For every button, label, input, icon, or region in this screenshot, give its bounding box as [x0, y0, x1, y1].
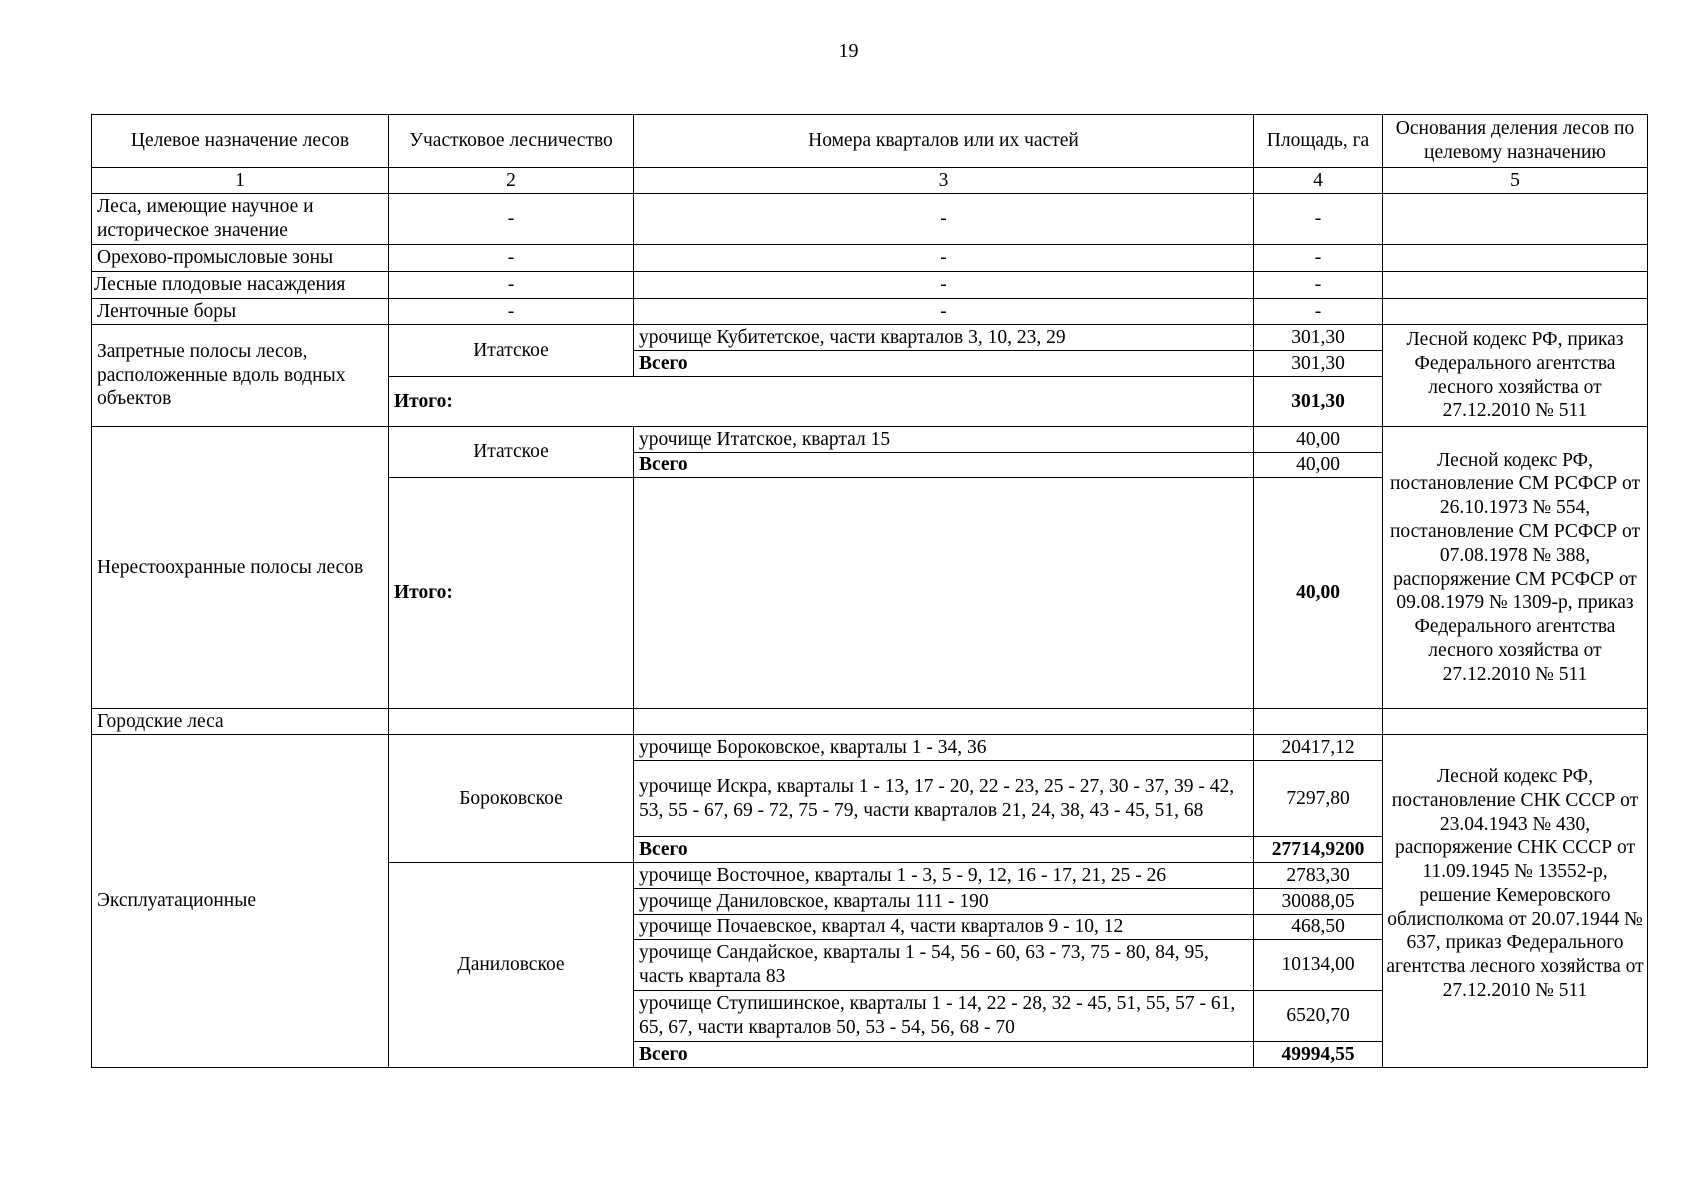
purpose-cell: Орехово-промысловые зоны	[92, 245, 389, 272]
area-cell: -	[1254, 272, 1383, 299]
table-row	[92, 272, 1648, 299]
forestry-cell: Бороковское	[389, 735, 634, 863]
header-row	[92, 115, 1648, 168]
grand-total-area: 301,30	[1254, 377, 1383, 427]
column-number: 3	[634, 168, 1254, 194]
header-purpose: Целевое назначение лесов	[92, 115, 389, 168]
basis-cell	[1383, 272, 1648, 299]
quarters-cell: урочище Бороковское, кварталы 1 - 34, 36	[634, 735, 1254, 761]
subtotal-area: 27714,9200	[1254, 837, 1383, 863]
quarters-cell: урочище Даниловское, кварталы 111 - 190	[634, 889, 1254, 915]
table-row	[92, 194, 1648, 245]
area-cell: 30088,05	[1254, 889, 1383, 915]
forestry-cell	[389, 709, 634, 735]
area-cell: 7297,80	[1254, 761, 1383, 837]
table-row	[92, 325, 1648, 351]
basis-cell	[1383, 709, 1648, 735]
table-row	[92, 427, 1648, 453]
quarters-cell	[634, 478, 1254, 709]
grand-total-area: 40,00	[1254, 478, 1383, 709]
forestry-cell: -	[389, 245, 634, 272]
quarters-cell: урочище Почаевское, квартал 4, части кварталов 9 - 10, 12	[634, 915, 1254, 940]
purpose-cell: Эксплуатационные	[92, 735, 389, 1068]
forest-purpose-table	[91, 114, 1648, 1068]
purpose-cell: Нерестоохранные полосы лесов	[92, 427, 389, 709]
subtotal-label: Всего	[634, 837, 1254, 863]
forestry-cell: -	[389, 272, 634, 299]
forestry-cell: Итатское	[389, 325, 634, 377]
subtotal-area: 40,00	[1254, 453, 1383, 478]
quarters-cell: урочище Искра, кварталы 1 - 13, 17 - 20, 22 - 23, 25 - 27, 30 - 37, 39 - 42, 53, 55 - 67, 69 - 72, 75 - 79, части кварталов 21, 24, 38, 43 - 45, 51, 68	[634, 761, 1254, 837]
quarters-cell: -	[634, 299, 1254, 325]
table-row	[92, 299, 1648, 325]
area-cell	[1254, 709, 1383, 735]
area-cell: 301,30	[1254, 325, 1383, 351]
quarters-cell: урочище Кубитетское, части кварталов 3, 10, 23, 29	[634, 325, 1254, 351]
area-cell: 468,50	[1254, 915, 1383, 940]
column-number-row	[92, 168, 1648, 194]
area-cell: 40,00	[1254, 427, 1383, 453]
table-row	[92, 245, 1648, 272]
area-cell: -	[1254, 245, 1383, 272]
quarters-cell: урочище Ступишинское, кварталы 1 - 14, 22 - 28, 32 - 45, 51, 55, 57 - 61, 65, 67, части кварталов 50, 53 - 54, 56, 68 - 70	[634, 991, 1254, 1042]
subtotal-area: 49994,55	[1254, 1042, 1383, 1068]
purpose-cell: Леса, имеющие научное и историческое значение	[92, 194, 389, 245]
basis-cell	[1383, 194, 1648, 245]
quarters-cell: -	[634, 272, 1254, 299]
purpose-cell: Запретные полосы лесов, расположенные вдоль водных объектов	[92, 325, 389, 427]
column-number: 5	[1383, 168, 1648, 194]
subtotal-label: Всего	[634, 1042, 1254, 1068]
quarters-cell: -	[634, 245, 1254, 272]
table-row	[92, 709, 1648, 735]
basis-cell: Лесной кодекс РФ, постановление СМ РСФСР от 26.10.1973 № 554, постановление СМ РСФСР от 07.08.1978 № 388, распоряжение СМ РСФСР от 09.08.1979 № 1309-р, приказ Федерального агентства лесного хозяйства от 27.12.2010 № 511	[1383, 427, 1648, 709]
basis-cell: Лесной кодекс РФ, приказ Федерального агентства лесного хозяйства от 27.12.2010 № 511	[1383, 325, 1648, 427]
quarters-cell: урочище Сандайское, кварталы 1 - 54, 56 - 60, 63 - 73, 75 - 80, 84, 95, часть квартала 83	[634, 940, 1254, 991]
forestry-cell: Итатское	[389, 427, 634, 478]
header-forestry: Участковое лесничество	[389, 115, 634, 168]
subtotal-label: Всего	[634, 351, 1254, 377]
area-cell: 20417,12	[1254, 735, 1383, 761]
column-number: 2	[389, 168, 634, 194]
forestry-cell: Даниловское	[389, 863, 634, 1068]
quarters-cell: -	[634, 194, 1254, 245]
subtotal-label: Всего	[634, 453, 1254, 478]
basis-cell	[1383, 299, 1648, 325]
quarters-cell: урочище Восточное, кварталы 1 - 3, 5 - 9, 12, 16 - 17, 21, 25 - 26	[634, 863, 1254, 889]
purpose-cell: Городские леса	[92, 709, 389, 735]
header-quarters: Номера кварталов или их частей	[634, 115, 1254, 168]
forestry-cell: -	[389, 194, 634, 245]
subtotal-area: 301,30	[1254, 351, 1383, 377]
header-area: Площадь, га	[1254, 115, 1383, 168]
area-cell: 2783,30	[1254, 863, 1383, 889]
area-cell: 6520,70	[1254, 991, 1383, 1042]
table-row	[92, 735, 1648, 761]
purpose-cell: Лесные плодовые насаждения	[92, 272, 389, 299]
forestry-cell: -	[389, 299, 634, 325]
grand-total-label: Итого:	[389, 377, 1254, 427]
quarters-cell	[634, 709, 1254, 735]
area-cell: 10134,00	[1254, 940, 1383, 991]
basis-cell: Лесной кодекс РФ, постановление СНК СССР от 23.04.1943 № 430, распоряжение СНК СССР от 11.09.1945 № 13552-р, решение Кемеровского облисполкома от 20.07.1944 № 637, приказ Федерального агентства лесного хозяйства от 27.12.2010 № 511	[1383, 735, 1648, 1068]
header-basis: Основания деления лесов по целевому назначению	[1383, 115, 1648, 168]
purpose-cell: Ленточные боры	[92, 299, 389, 325]
grand-total-label: Итого:	[389, 478, 634, 709]
area-cell: -	[1254, 194, 1383, 245]
page-number: 19	[838, 40, 859, 62]
column-number: 4	[1254, 168, 1383, 194]
quarters-cell: урочище Итатское, квартал 15	[634, 427, 1254, 453]
basis-cell	[1383, 245, 1648, 272]
area-cell: -	[1254, 299, 1383, 325]
column-number: 1	[92, 168, 389, 194]
